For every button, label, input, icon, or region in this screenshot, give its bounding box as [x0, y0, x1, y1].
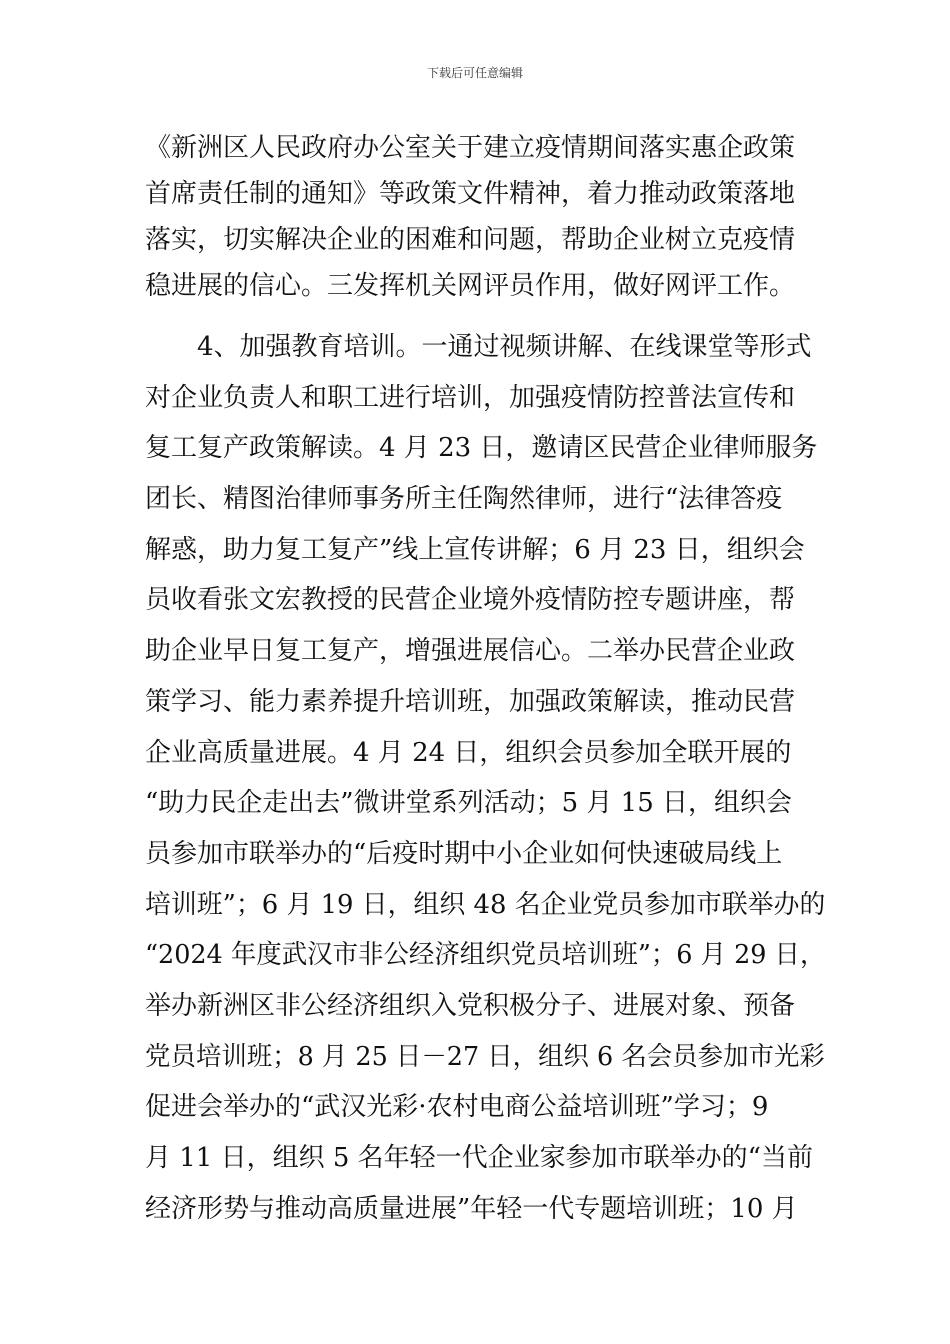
text-line: “助力民企走出去”微讲堂系列活动；5 月 15 日，组织会: [145, 788, 793, 818]
text-line: 举办新洲区非公经济组织入党积极分子、进展对象、预备: [145, 991, 796, 1021]
text-line: “2024 年度武汉市非公经济组织党员培训班”；6 月 29 日，: [145, 940, 826, 970]
text-line: 员收看张文宏教授的民营企业境外疫情防控专题讲座，帮: [145, 585, 796, 615]
text-line: 经济形势与推动高质量进展”年轻一代专题培训班；10 月: [145, 1194, 798, 1224]
text-line: 策学习、能力素养提升培训班，加强政策解读，推动民营: [145, 687, 796, 717]
text-line: 企业高质量进展。4 月 24 日，组织会员参加全联开展的: [145, 738, 792, 768]
text-line: 落实，切实解决企业的困难和问题，帮助企业树立克疫情: [145, 225, 796, 255]
text-line: 《新洲区人民政府办公室关于建立疫情期间落实惠企政策: [145, 133, 796, 163]
text-line: 稳进展的信心。三发挥机关网评员作用，做好网评工作。: [145, 271, 796, 301]
text-line: 首席责任制的通知》等政策文件精神，着力推动政策落地: [145, 179, 796, 209]
text-line: 对企业负责人和职工进行培训，加强疫情防控普法宣传和: [145, 383, 796, 413]
text-line: 促进会举办的“武汉光彩·农村电商公益培训班”学习；9: [145, 1092, 769, 1122]
paragraph-start-line: 4、加强教育培训。一通过视频讲解、在线课堂等形式: [197, 332, 812, 362]
page-header: 下载后可任意编辑: [426, 66, 523, 80]
text-line: 团长、精图治律师事务所主任陶然律师，进行“法律答疫: [145, 484, 783, 514]
text-line: 员参加市联举办的“后疫时期中小企业如何快速破局线上: [145, 839, 783, 869]
text-line: 解惑，助力复工复产”线上宣传讲解；6 月 23 日，组织会: [145, 535, 805, 565]
text-line: 助企业早日复工复产，增强进展信心。二举办民营企业政: [145, 636, 796, 666]
text-line: 月 11 日，组织 5 名年轻一代企业家参加市联举办的“当前: [145, 1143, 813, 1173]
text-line: 复工复产政策解读。4 月 23 日，邀请区民营企业律师服务: [145, 433, 818, 463]
text-line: 培训班”；6 月 19 日，组织 48 名企业党员参加市联举办的: [145, 890, 826, 920]
text-line: 党员培训班；8 月 25 日－27 日，组织 6 名会员参加市光彩: [145, 1042, 825, 1072]
